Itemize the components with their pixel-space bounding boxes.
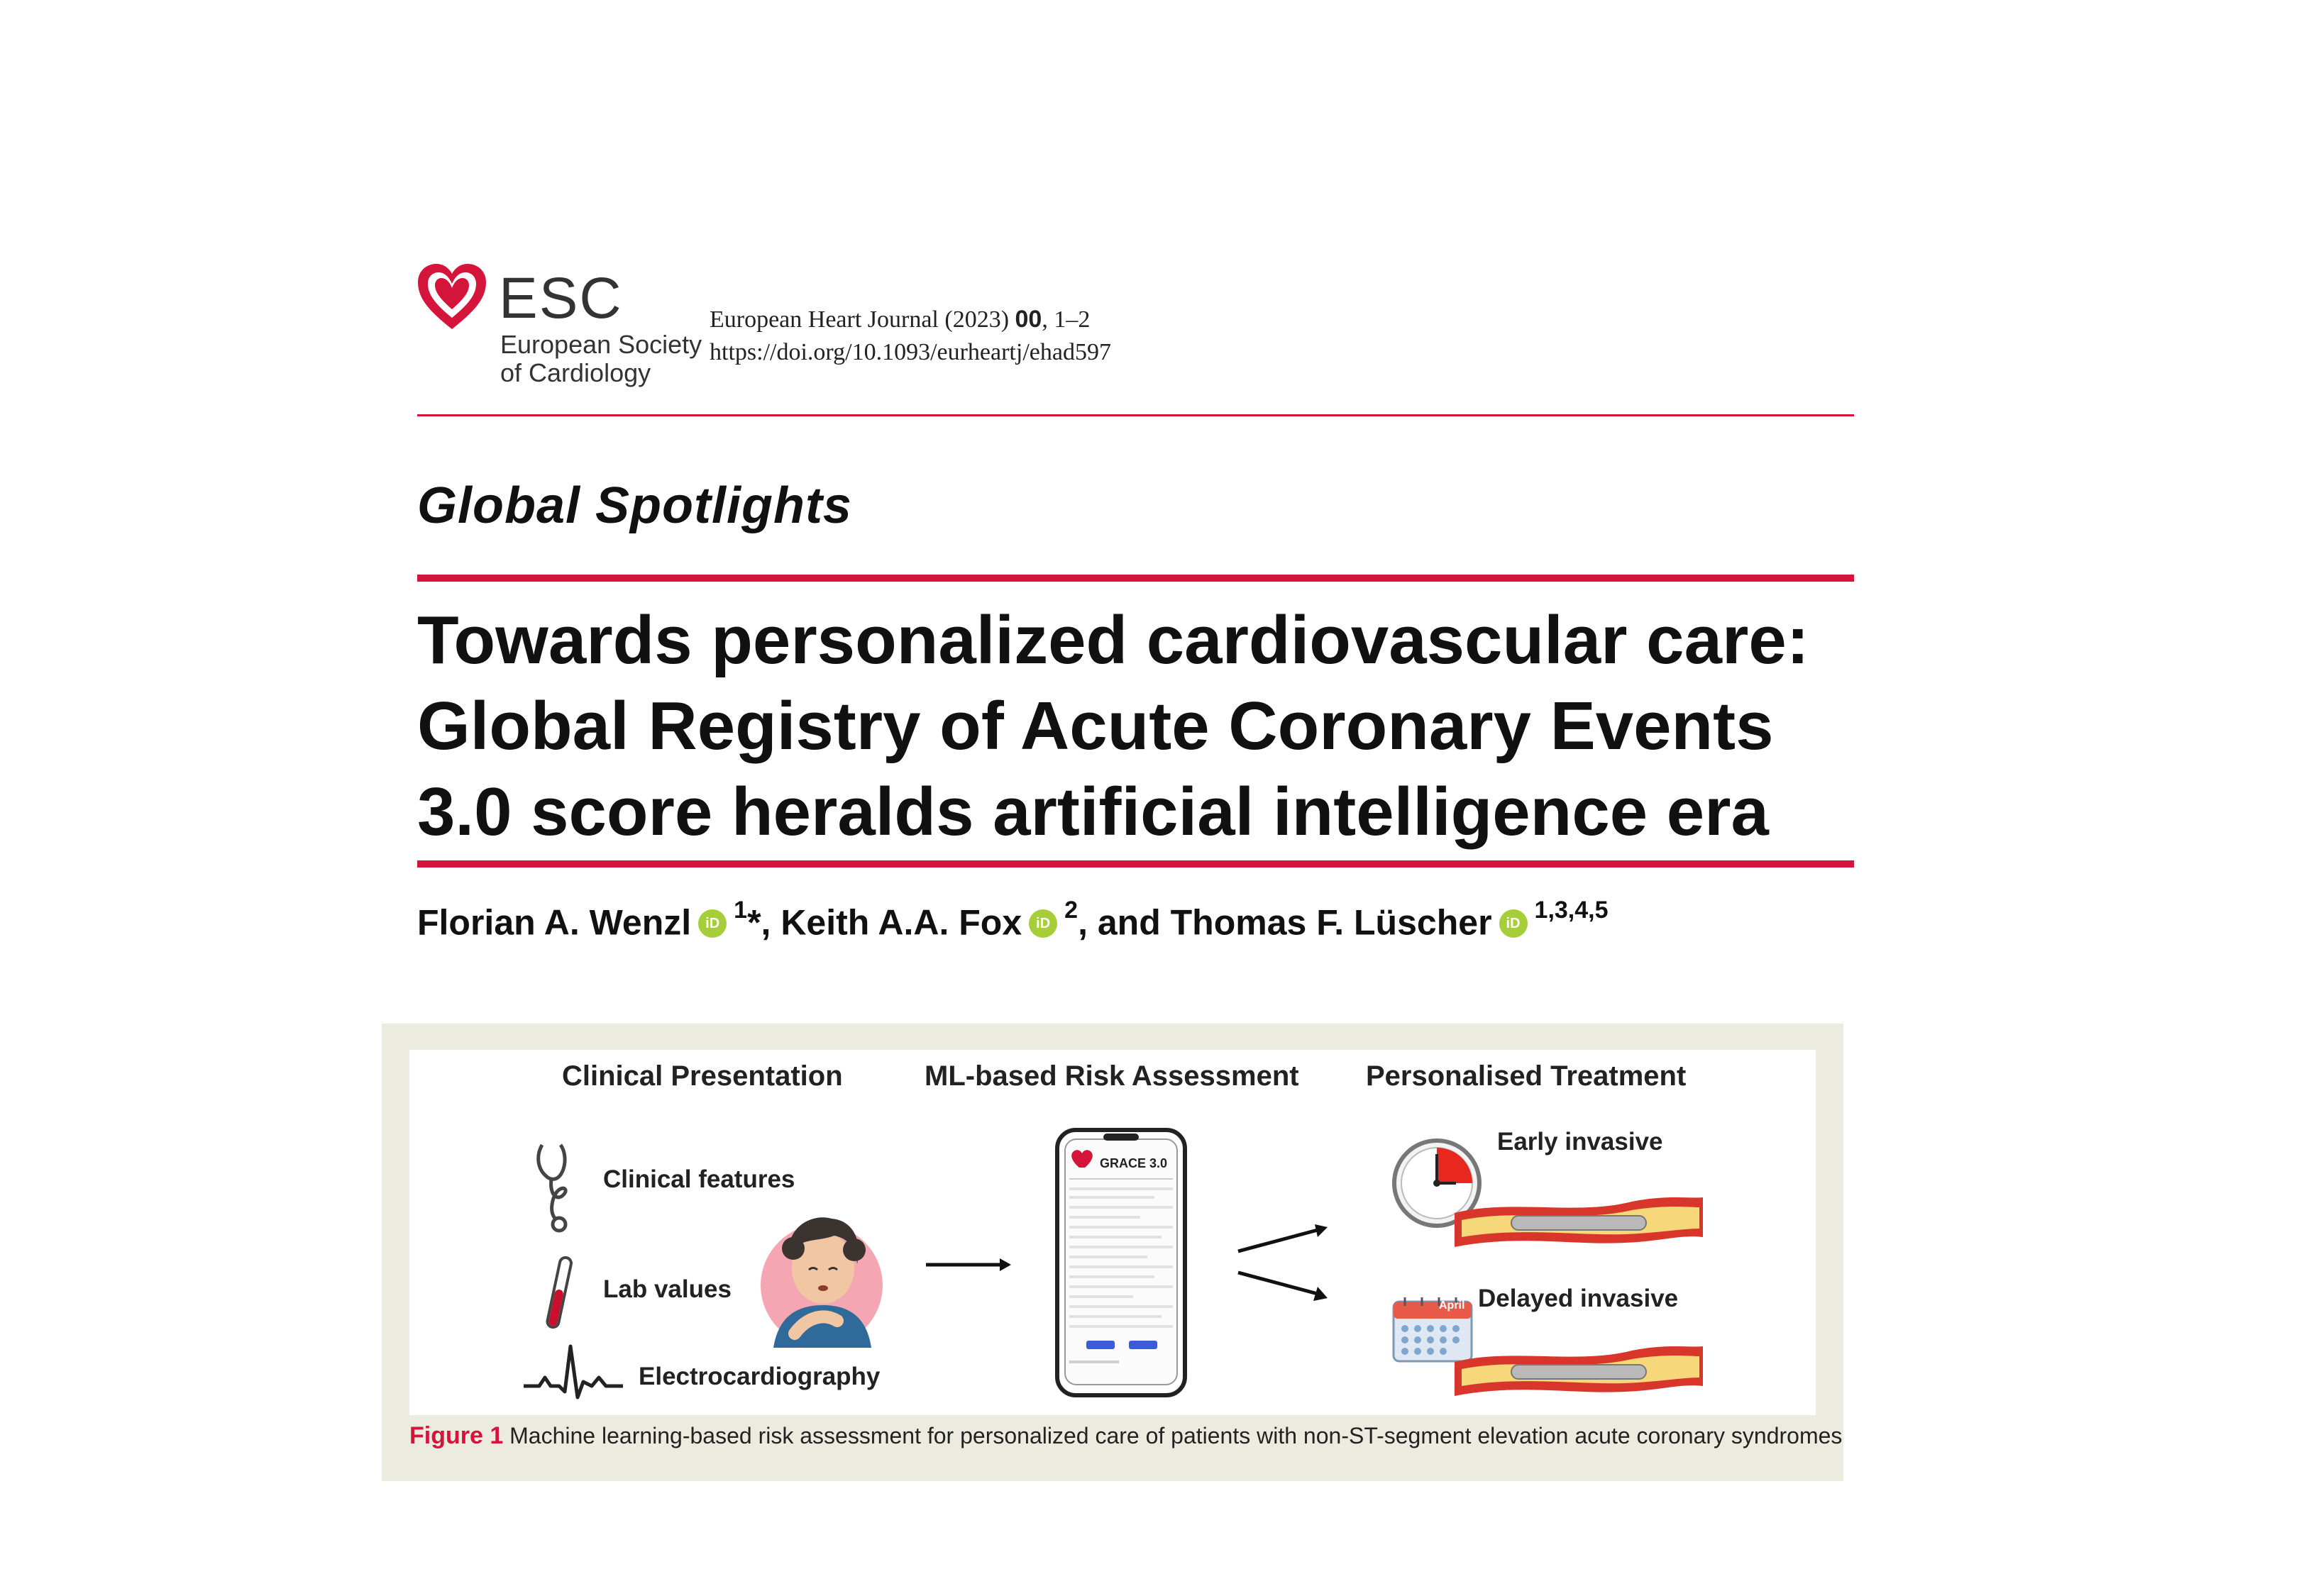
column-heading-treatment: Personalised Treatment (1366, 1060, 1687, 1092)
arrow-down-right-icon (1238, 1270, 1330, 1304)
title-line-1: Towards personalized cardiovascular care: (417, 602, 1809, 678)
title-rule-bottom (417, 860, 1854, 868)
journal-pages: , 1–2 (1042, 306, 1091, 333)
input-clinical-features: Clinical features (603, 1165, 795, 1193)
title-rule-top (417, 575, 1854, 582)
esc-subtitle-line2: of Cardiology (500, 358, 651, 387)
figure-caption (409, 1422, 1842, 1450)
treatment-early-invasive: Early invasive (1497, 1128, 1663, 1156)
orcid-icon[interactable]: iD (1499, 909, 1528, 938)
patient-chest-pain-illustration (745, 1199, 887, 1362)
header-divider (417, 414, 1854, 416)
journal-name: European Heart Journal (2023) (710, 306, 1010, 333)
input-lab-values: Lab values (603, 1275, 732, 1303)
esc-heart-logo-icon (416, 262, 487, 331)
esc-subtitle-line1: European Society (500, 330, 702, 359)
section-label: Global Spotlights (417, 477, 852, 534)
author-affiliation: 2 (1064, 897, 1078, 924)
author-name: Keith A.A. Fox (780, 902, 1022, 943)
esc-logo-text: ESC (499, 266, 623, 331)
column-heading-ml: ML-based Risk Assessment (925, 1060, 1299, 1092)
stethoscope-icon (534, 1141, 583, 1233)
doi-link[interactable]: https://doi.org/10.1093/eurheartj/ehad597 (710, 339, 1111, 365)
arrow-up-right-icon (1238, 1223, 1330, 1254)
author-affiliation: 1,3,4,5 (1534, 897, 1609, 924)
journal-line (710, 303, 1111, 336)
arrow-right-icon (926, 1254, 1011, 1275)
title-line-2: Global Registry of Acute Coronary Events (417, 688, 1774, 764)
artery-delayed-illustration (1455, 1341, 1703, 1397)
artery-early-illustration (1455, 1192, 1703, 1248)
figure-label: Figure 1 (409, 1422, 504, 1449)
journal-citation (710, 303, 1111, 369)
calendar-month: April (1439, 1299, 1465, 1312)
column-heading-clinical: Clinical Presentation (562, 1060, 843, 1092)
author-separator: , and (1078, 902, 1171, 943)
title-line-3: 3.0 score heralds artificial intelligence era (417, 774, 1769, 850)
author-list (417, 897, 1609, 943)
phone-app-title: GRACE 3.0 (1100, 1156, 1168, 1170)
treatment-delayed-invasive: Delayed invasive (1478, 1285, 1679, 1312)
author-separator: *, (747, 902, 781, 943)
ecg-icon (524, 1342, 623, 1399)
esc-logo-subtitle (500, 331, 702, 387)
journal-volume: 00 (1015, 306, 1042, 333)
figure-caption-text: Machine learning-based risk assessment for personalized care of patients with non-ST-segment elevation acute coronary syndromes (509, 1423, 1843, 1448)
author-name: Thomas F. Lüscher (1170, 902, 1492, 943)
input-electrocardiography: Electrocardiography (639, 1363, 881, 1390)
author-name: Florian A. Wenzl (417, 902, 692, 943)
test-tube-icon (545, 1254, 573, 1332)
orcid-icon[interactable]: iD (1029, 909, 1057, 938)
article-title (417, 597, 1865, 855)
orcid-icon[interactable]: iD (698, 909, 727, 938)
author-affiliation: 1 (734, 897, 748, 924)
